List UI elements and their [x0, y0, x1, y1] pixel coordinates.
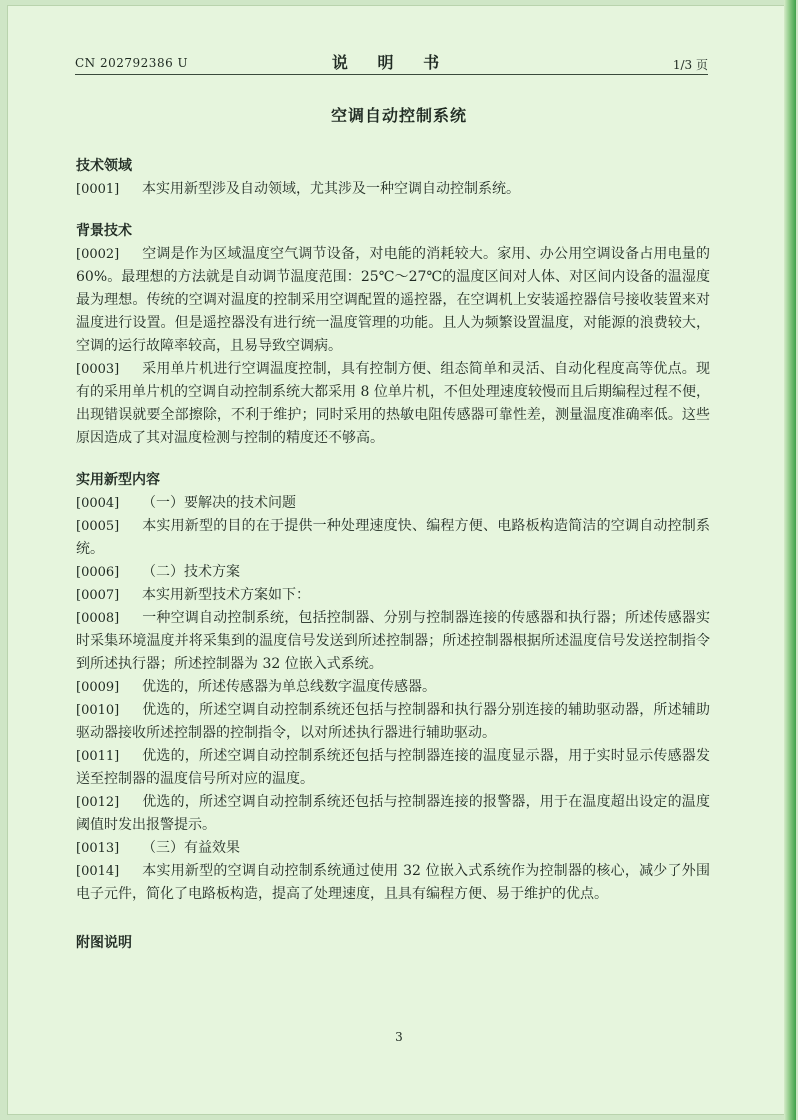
section-heading-background: 背景技术 — [76, 223, 132, 239]
paragraph-number: [0011] — [76, 749, 120, 764]
paragraph — [76, 358, 710, 450]
paragraph-text: （二）技术方案 — [142, 564, 240, 580]
paragraph-text: （三）有益效果 — [142, 840, 240, 856]
paragraph-number: [0009] — [76, 680, 120, 695]
page-of: 1/3 页 — [672, 58, 708, 72]
paragraph-text: 本实用新型的目的在于提供一种处理速度快、编程方便、电路板构造简洁的空调自动控制系统。 — [76, 518, 710, 557]
section-heading-drawings: 附图说明 — [76, 935, 132, 951]
page-header — [75, 50, 708, 72]
paragraph — [76, 791, 710, 837]
paragraph — [76, 492, 710, 515]
doc-type: 说 明 书 — [331, 53, 452, 72]
document-body — [76, 155, 710, 955]
paragraph — [76, 243, 710, 358]
document-title: 空调自动控制系统 — [330, 106, 467, 125]
paragraph-text: 优选的，所述传感器为单总线数字温度传感器。 — [142, 679, 436, 695]
paragraph — [76, 860, 710, 906]
page-edge-decoration — [784, 0, 796, 1120]
paragraph-number: [0004] — [76, 496, 120, 511]
paragraph-number: [0014] — [76, 864, 120, 879]
paragraph — [76, 745, 710, 791]
paragraph-text: 本实用新型涉及自动领域，尤其涉及一种空调自动控制系统。 — [142, 181, 520, 197]
paragraph-text: 优选的，所述空调自动控制系统还包括与控制器连接的温度显示器，用于实时显示传感器发送至控制器的温度信号所对应的温度。 — [76, 748, 710, 787]
paragraph — [76, 561, 710, 584]
paragraph-number: [0002] — [76, 247, 120, 262]
section-heading-field: 技术领域 — [76, 158, 132, 174]
paragraph — [76, 837, 710, 860]
paragraph-number: [0012] — [76, 795, 120, 810]
paragraph-text: 本实用新型技术方案如下： — [142, 587, 310, 603]
paragraph — [76, 699, 710, 745]
paragraph-text: 优选的，所述空调自动控制系统还包括与控制器和执行器分别连接的辅助驱动器，所述辅助驱动器接收所述控制器的控制指令，以对所述执行器进行辅助驱动。 — [76, 702, 710, 741]
paragraph-text: 空调是作为区域温度空气调节设备，对电能的消耗较大。家用、办公用空调设备占用电量的 60%。最理想的方法就是自动调节温度范围：25℃～27℃的温度区间对人体、对区间内设备的温湿度最为理想。传统的空调对温度的控制采用空调配置的遥控器，在空调机上安装遥控器信号接收装置来对温度进行设置。但是遥控器没有进行统一温度管理的功能。且人为频繁设置温度，对能源的浪费较大，空调的运行故障率较高，且易导致空调病。 — [76, 246, 710, 354]
paragraph-number: [0003] — [76, 362, 120, 377]
paragraph-text: 一种空调自动控制系统，包括控制器、分别与控制器连接的传感器和执行器；所述传感器实时采集环境温度并将采集到的温度信号发送到所述控制器；所述控制器根据所述温度信号发送控制指令到所述执行器；所述控制器为 32 位嵌入式系统。 — [76, 610, 710, 672]
paragraph — [76, 607, 710, 676]
paragraph-number: [0006] — [76, 565, 120, 580]
section-heading-content: 实用新型内容 — [76, 472, 160, 488]
paragraph-number: [0001] — [76, 182, 120, 197]
paragraph-number: [0007] — [76, 588, 120, 603]
paragraph-text: （一）要解决的技术问题 — [142, 495, 296, 511]
header-rule — [75, 74, 708, 75]
doc-number: CN 202792386 U — [75, 56, 189, 70]
paragraph-text: 优选的，所述空调自动控制系统还包括与控制器连接的报警器，用于在温度超出设定的温度阈值时发出报警提示。 — [76, 794, 710, 833]
paragraph-text: 采用单片机进行空调温度控制，具有控制方便、组态简单和灵活、自动化程度高等优点。现有的采用单片机的空调自动控制系统大都采用 8 位单片机，不但处理速度较慢而且后期编程过程不便，出现错误就要全部擦除，不利于维护；同时采用的热敏电阻传感器可靠性差，测量温度准确率低。这些原因造成了其对温度检测与控制的精度还不够高。 — [76, 361, 710, 446]
paragraph-number: [0008] — [76, 611, 120, 626]
paragraph-number: [0013] — [76, 841, 120, 856]
paragraph — [76, 584, 710, 607]
paragraph-text: 本实用新型的空调自动控制系统通过使用 32 位嵌入式系统作为控制器的核心，减少了外围电子元件，简化了电路板构造，提高了处理速度，且具有编程方便、易于维护的优点。 — [76, 863, 710, 902]
paragraph — [76, 676, 710, 699]
paragraph-number: [0010] — [76, 703, 120, 718]
page-number: 3 — [395, 1030, 403, 1044]
paragraph — [76, 515, 710, 561]
paragraph-number: [0005] — [76, 519, 120, 534]
paragraph — [76, 178, 710, 201]
